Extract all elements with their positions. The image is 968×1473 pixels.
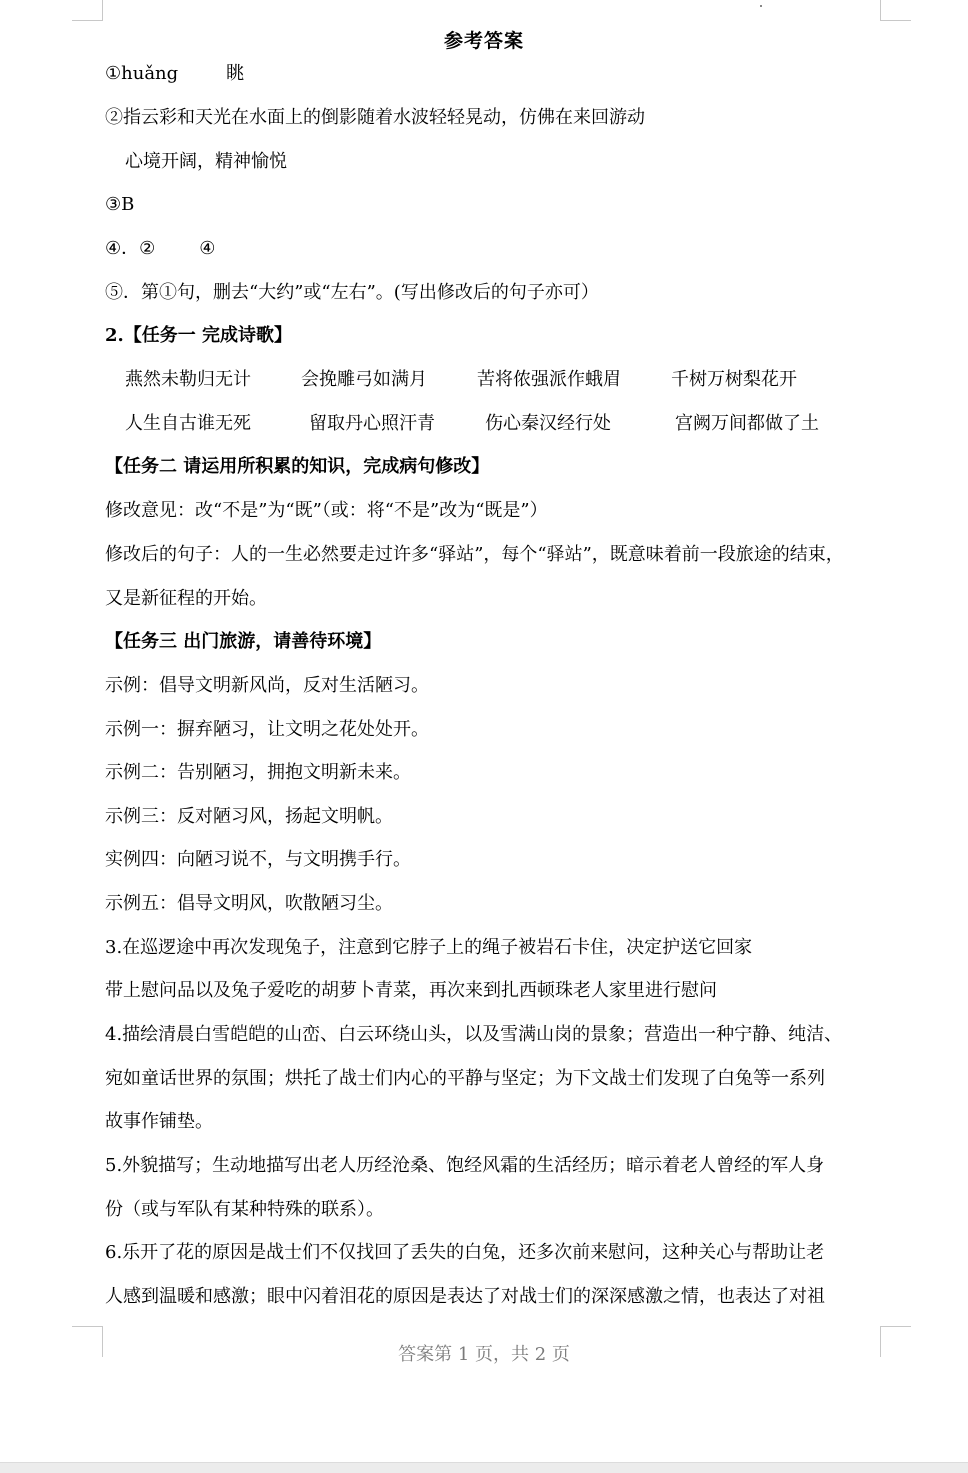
poem-line: 宫阙万间都做了土 [675, 413, 819, 434]
answer-5-line-1: 5.外貌描写；生动地描写出老人历经沧桑、饱经风霜的生活经历；暗示着老人曾经的军人身 [105, 1155, 825, 1176]
answer-1-2: ②指云彩和天光在水面上的倒影随着水波轻轻晃动，仿佛在来回游动 [105, 107, 645, 128]
answer-1-2-cont: 心境开阔，精神愉悦 [125, 151, 287, 172]
task2-opinion: 修改意见：改“不是”为“既”（或：将“不是”改为“既是”） [105, 500, 548, 521]
poem-line: 苦将侬强派作蛾眉 [477, 369, 621, 390]
example-line: 实例四：向陋习说不，与文明携手行。 [105, 849, 411, 870]
example-line: 示例一：摒弃陋习，让文明之花处处开。 [105, 719, 429, 740]
task1-heading: 2.【任务一 完成诗歌】 [105, 325, 293, 346]
answer-4-line-2: 宛如童话世界的氛围；烘托了战士们内心的平静与坚定；为下文战士们发现了白兔等一系列 [105, 1068, 825, 1089]
answer-4-line-3: 故事作铺垫。 [105, 1111, 213, 1132]
answer-1-4-a: ④．② [105, 238, 156, 259]
page-title: 参考答案 [443, 30, 524, 52]
answer-4-line-1: 4.描绘清晨白雪皑皑的山峦、白云环绕山头，以及雪满山岗的景象；营造出一种宁静、纯洁、 [105, 1024, 843, 1045]
task2-heading: 【任务二 请运用所积累的知识，完成病句修改】 [105, 456, 490, 477]
answer-1-1-pinyin: ①huǎng [105, 63, 179, 84]
example-line: 示例五：倡导文明风，吹散陋习尘。 [105, 893, 393, 914]
poem-line: 千树万树梨花开 [671, 369, 797, 390]
answer-1-3: ③B [105, 194, 135, 215]
stray-dot [760, 5, 762, 7]
poem-line: 会挽雕弓如满月 [301, 369, 427, 390]
answer-1-1-char: 眺 [226, 63, 245, 84]
poem-line: 人生自古谁无死 [125, 413, 251, 434]
poem-row-1 [125, 368, 797, 392]
answer-3-line-1: 3.在巡逻途中再次发现兔子，注意到它脖子上的绳子被岩石卡住，决定护送它回家 [105, 937, 753, 958]
viewer-bottom-bar [0, 1462, 968, 1473]
poem-line: 留取丹心照汗青 [309, 413, 435, 434]
example-line: 示例三：反对陋习风，扬起文明帆。 [105, 806, 393, 827]
answer-1-4-b: ④ [199, 238, 216, 259]
poem-line: 伤心秦汉经行处 [485, 413, 611, 434]
poem-row-2 [125, 412, 819, 436]
example-line: 示例二：告别陋习，拥抱文明新未来。 [105, 762, 411, 783]
answer-5-line-2: 份（或与军队有某种特殊的联系）。 [105, 1199, 384, 1220]
crop-mark-top-right [880, 0, 911, 21]
task2-sentence-line-1: 修改后的句子：人的一生必然要走过许多“驿站”，每个“驿站”，既意味着前一段旅途的结束， [105, 544, 844, 565]
answer-3-line-2: 带上慰问品以及兔子爱吃的胡萝卜青菜，再次来到扎西顿珠老人家里进行慰问 [105, 980, 717, 1001]
crop-mark-top-left [72, 0, 103, 21]
example-line: 示例：倡导文明新风尚，反对生活陋习。 [105, 675, 429, 696]
answer-1-5: ⑤．第①句，删去“大约”或“左右”。(写出修改后的句子亦可） [105, 282, 599, 303]
task2-sentence-line-2: 又是新征程的开始。 [105, 588, 267, 609]
poem-line: 燕然未勒归无计 [125, 369, 251, 390]
page-footer: 答案第 1 页，共 2 页 [398, 1344, 570, 1365]
answer-6-line-1: 6.乐开了花的原因是战士们不仅找回了丢失的白兔，还多次前来慰问，这种关心与帮助让老 [105, 1242, 825, 1263]
answer-6-line-2: 人感到温暖和感激；眼中闪着泪花的原因是表达了对战士们的深深感激之情，也表达了对祖 [105, 1286, 825, 1307]
task3-heading: 【任务三 出门旅游，请善待环境】 [105, 631, 382, 652]
answer-1-1 [105, 62, 244, 86]
answer-1-4 [105, 237, 215, 261]
